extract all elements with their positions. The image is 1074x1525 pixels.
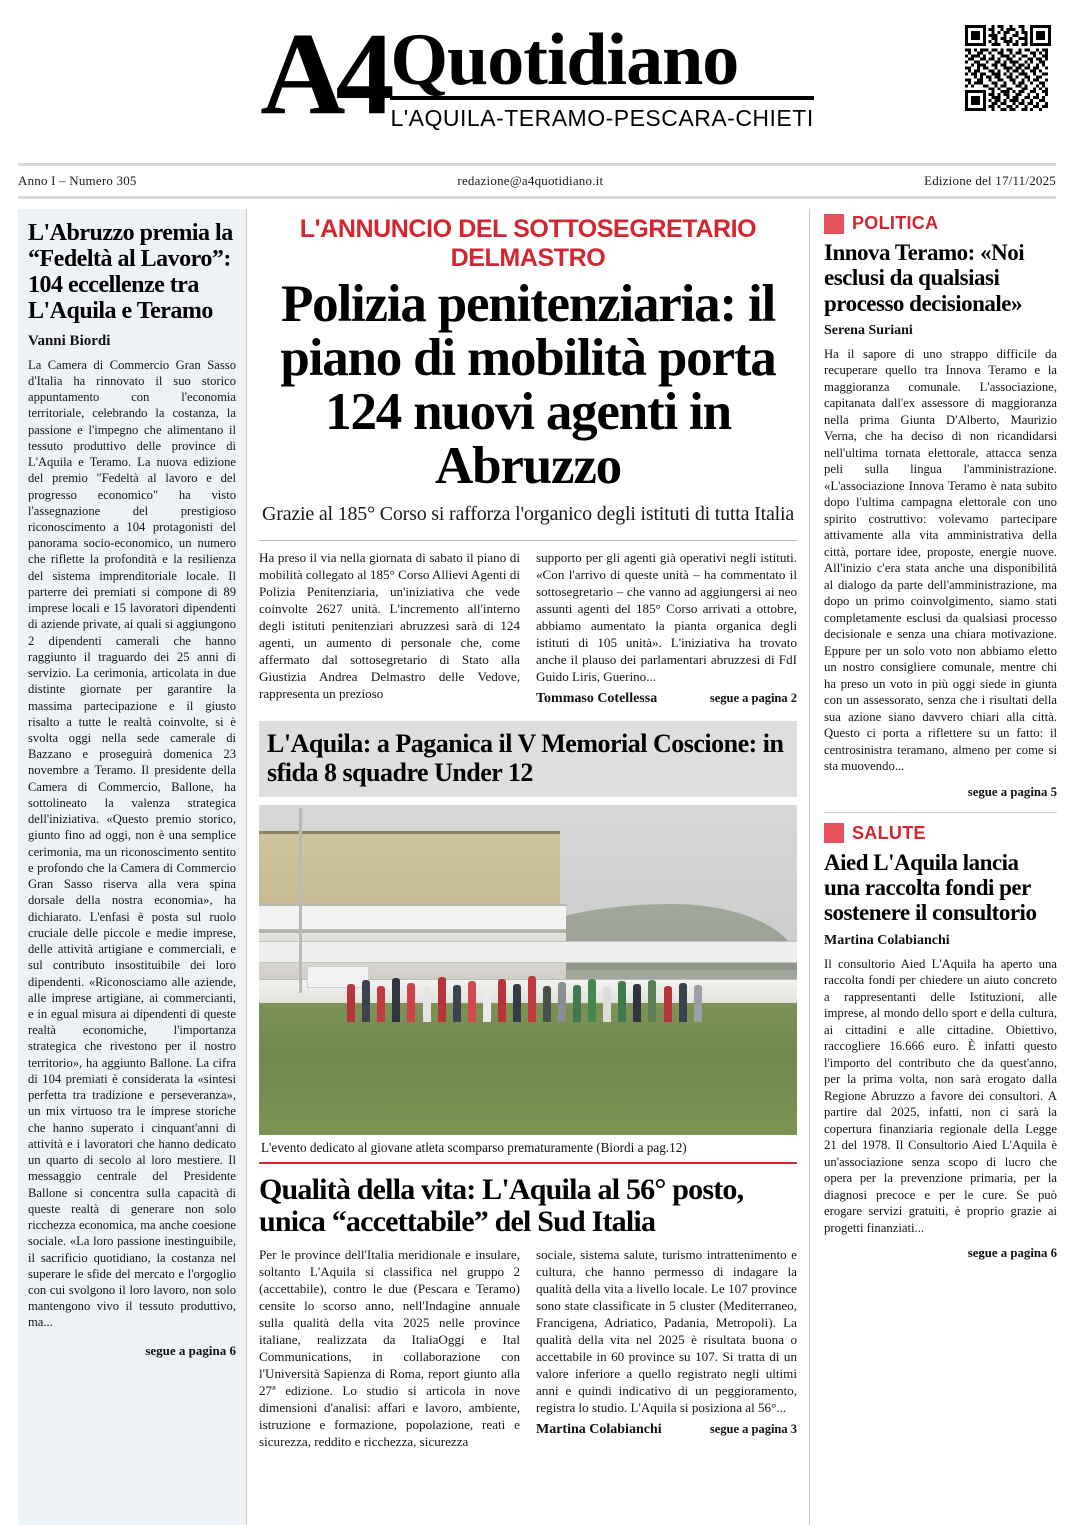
center-column — [247, 209, 809, 1525]
masthead — [18, 0, 1056, 163]
salute-continuation[interactable]: segue a pagina 6 — [967, 1246, 1057, 1261]
lead-kicker: L'ANNUNCIO DEL SOTTOSEGRETARIO DELMASTRO — [299, 215, 757, 272]
quality-continuation[interactable]: segue a pagina 3 — [709, 1422, 797, 1437]
section-label-salute[interactable] — [824, 823, 1057, 844]
sidebar-divider — [824, 812, 1057, 813]
salute-headline: Aied L'Aquila lancia una raccolta fondi per sostenere il consultorio — [824, 849, 1037, 926]
quality-byline: Martina Colabianchi — [536, 1422, 662, 1438]
lead-body — [259, 549, 797, 707]
crowd-group — [340, 970, 717, 1023]
lead-body-col2: supporto per gli agenti già operativi negli istituti. «Con l'arrivo di queste unità – ha commentato il sottosegretario – che vanno ad aggiungersi ai neo assunti agenti del 185° Corso arrivati a ottobre, abbiamo aumentato la pianta organica degli istituti di 105 unità». L'iniziativa ha trovato anche il plauso dei parlamentari abruzzesi di FdI Guido Liris, Guerino... — [536, 550, 797, 685]
qr-code-icon — [962, 22, 1054, 114]
politica-continuation[interactable]: segue a pagina 5 — [967, 784, 1057, 799]
lead-divider — [259, 540, 797, 541]
photo-story-headline: L'Aquila: a Paganica il V Memorial Coscione: in sfida 8 squadre Under 12 — [259, 721, 797, 796]
quality-story-headline: Qualità della vita: L'Aquila al 56° posto, unica “accettabile” del Sud Italia — [259, 1172, 744, 1238]
quality-body-col2: sociale, sistema salute, turismo intrattenimento e cultura, che hanno permesso di indagare la qualità della vita a livello locale. Le 107 province sono state classificate in 5 cluster (Mediterraneo, Francigena, Adriatico, Padania, Metropoli). La qualità della vita nel 2025 è risultata buona o accettabile in 60 province su 107. Si tratta di un valore inferiore a quello registrato negli ultimi anni e quindi indicativo di un peggioramento, registra lo studio. L'Aquila si posiziona al 56°... — [536, 1247, 797, 1416]
page-grid — [18, 209, 1056, 1525]
issue-number: Anno I – Numero 305 — [18, 173, 137, 188]
section-label-text: SALUTE — [852, 822, 926, 843]
politica-body: Ha il sapore di uno strappo difficile da recuperare quello tra Innova Teramo e la maggioranza comunale. L'associazione, capitanata dall'ex assessore di maggioranza nella prima Giunta D'Alberto, Maurizio Verna, che ha deciso di non ricandidarsi nell'ultima tornata elettorale, attacca senza peli sulla lingua l'amministrazione. «L'associazione Innova Teramo è nata subito dopo l'ultima campagna elettorale con uno spirito costruttivo: volevamo partecipare attivamente alla vita amministrativa della città, portare idee, proposte, energie nuove. All'inizio c'era stata anche una disponibilità al dialogo da parte dell'amministrazione, ma dopo un primo coinvolgimento, siamo stati completamente esclusi da qualsiasi processo decisionale e senza una chiara motivazione. Eppure per un solo voto non abbiamo eletto un nostro consigliere comunale, mentre chi ha preso un voto in più oggi siede in giunta con un assessorato, senza che i risultati della sua azione siano davvero chiari alla città. Questo ci porta a riflettere su un fatto: il centrosinistra teramano, almeno per come si sta muovendo... — [824, 346, 1057, 774]
lead-body-col1: Ha preso il via nella giornata di sabato il piano di mobilità collegato al 185° Corso Allievi Agenti di Polizia Penitenziaria, un'iniziativa che vede coinvolte 2627 unità. L'incremento all'interno degli istituti penitenziari abruzzesi sarà di 124 agenti, un aumento di personale che, come affermato dal sottosegretario di Stato alla Giustizia Andrea Delmastro delle Vedove, rappresenta un prezioso — [259, 550, 520, 702]
quality-body-col1: Per le province dell'Italia meridionale e insulare, soltanto L'Aquila si classifica nel gruppo 2 (accettabile), contro le due (Pescara e Teramo) censite lo scorso anno, nell'Indagine annuale sulla qualità della vita 2025 nelle province italiane, realizzata da ItaliaOggi e Ital Communications, in collaborazione con l'Università Sapienza di Roma, report giunto alla 27ª edizione. Lo studio si articola in nove dimensioni d'analisi: affari e lavoro, ambiente, istruzione e formazione, popolazione, reati e sicurezza, reddito e ricchezza, sicurezza — [259, 1247, 520, 1450]
newspaper-subtitle: L'AQUILA-TERAMO-PESCARA-CHIETI — [390, 105, 814, 132]
newspaper-title: Quotidiano — [390, 26, 813, 100]
photo-caption: L'evento dedicato al giovane atleta scomparso prematuramente (Biordi a pag.12) — [259, 1135, 797, 1164]
lead-subheadline: Grazie al 185° Corso si rafforza l'organico degli istituti di tutta Italia — [261, 503, 795, 526]
logo-mark: A4 — [260, 8, 385, 139]
left-article-byline: Vanni Biordi — [28, 332, 111, 349]
left-article-continuation[interactable]: segue a pagina 6 — [145, 1342, 236, 1358]
edition-date: Edizione del 17/11/2025 — [924, 173, 1056, 188]
section-label-text: POLITICA — [852, 213, 939, 233]
lead-byline: Tommaso Cotellessa — [536, 691, 658, 707]
section-marker-icon — [824, 823, 844, 843]
lead-continuation[interactable]: segue a pagina 2 — [709, 691, 797, 706]
section-marker-icon — [824, 214, 844, 234]
right-sidebar — [809, 209, 1057, 1525]
sports-field-photo — [259, 805, 797, 1135]
info-bar — [18, 163, 1056, 199]
left-article-headline: L'Abruzzo premia la “Fedeltà al Lavoro”: 104 eccellenze tra L'Aquila e Teramo — [28, 220, 233, 324]
left-article[interactable] — [18, 209, 246, 1525]
left-article-body: La Camera di Commercio Gran Sasso d'Italia ha rinnovato il suo storico appuntamento con l'economia territoriale, celebrando la costanza, la passione e l'impegno che alimentano il tessuto produttivo delle province di L'Aquila e Teramo. La nuova edizione del premio "Fedeltà al lavoro e del progresso economico" ha visto l'assegnazione del prestigioso riconoscimento a 104 protagonisti del panorama socio-economico, un numero che riflette la profondità e la resilienza del sistema imprenditoriale locale. Il parterre dei premiati si compone di 89 imprese locali e 15 lavoratori dipendenti di aziende private, ai quali si aggiungono 2 dipendenti camerali che hanno raggiunto il traguardo dei 25 anni di servizio. La cerimonia, articolata in due distinte giornate per garantire la massima partecipazione e il giusto risalto a tutte le realtà coinvolte, si è svolta oggi nella sede camerale di Bazzano e proseguirà domenica 23 novembre a Teramo. Il presidente della Camera di Commercio, Ballone, ha sottolineato la valenza strategica dell'iniziativa. «Questo premio storico, giunto fino ad oggi, non è una semplice cerimonia, ma un riconoscimento sentito e profondo che la Camera di Commercio Gran Sasso riserva alla vera spina dorsale della nostra economia», ha dichiarato. L'enfasi è posta sul ruolo cruciale delle piccole e medie imprese, delle attività artigiane e commerciali, e sul contributo insostituibile dei loro dipendenti. «Riconosciamo alle aziende, alle imprese artigiane, ai commercianti, e in egual misura ai dipendenti di queste realtà economiche, l'importanza strategica che rivestono per il nostro territorio», ha aggiunto Ballone. La cifra di 104 premiati è considerata la «sintesi perfetta tra tradizione e perseveranza», un mix virtuoso tra le imprese storiche che hanno superato i cinquant'anni di attività e i lavoratori che hanno dedicato un quarto di secolo al loro mestiere. Il messaggio centrale del Presidente Ballone si concentra sulla capacità di queste realtà di generare non solo ricchezza economica, ma anche coesione sociale. «La loro passione inestinguibile, il sacrificio quotidiano, la costanza nel superare le sfide del mercato e l'orgoglio con cui svolgono il loro lavoro, non solo mantengono vivo il tessuto produttivo, ma... — [28, 357, 236, 1330]
salute-byline: Martina Colabianchi — [824, 932, 950, 948]
quality-story-body — [259, 1246, 797, 1450]
politica-headline: Innova Teramo: «Noi esclusi da qualsiasi processo decisionale» — [824, 240, 1025, 316]
salute-body: Il consultorio Aied L'Aquila ha aperto una raccolta fondi per chiedere un aiuto concreto a rappresentanti delle Istituzioni, alle imprese, al mondo dello sport e della cultura, ai cittadini e alle cittadine. Obiettivo, raccogliere 16.666 euro. È infatti questo l'importo del contributo che da quest'anno, per la prima volta, non sarà erogato dalla Regione Abruzzo a favore dei consultori. A partire dal 2025, infatti, non ci sarà la copertura finanziaria regionale della Legge 21 del 1978. Il Consultorio Aied L'Aquila è un'associazione senza scopo di lucro che opera per la prevenzione primaria, per la diagnosi precoce e per le cure. Se può erogare servizi gratuiti, è proprio grazie ai progetti finanziati... — [824, 956, 1057, 1235]
newspaper-logo — [260, 8, 814, 139]
left-column — [18, 209, 246, 1525]
politica-byline: Serena Suriani — [824, 322, 913, 338]
lead-headline: Polizia penitenziaria: il piano di mobilità porta 124 nuovi agenti in Abruzzo — [280, 275, 776, 496]
section-label-politica[interactable] — [824, 213, 1057, 234]
editorial-email[interactable]: redazione@a4quotidiano.it — [457, 173, 604, 188]
